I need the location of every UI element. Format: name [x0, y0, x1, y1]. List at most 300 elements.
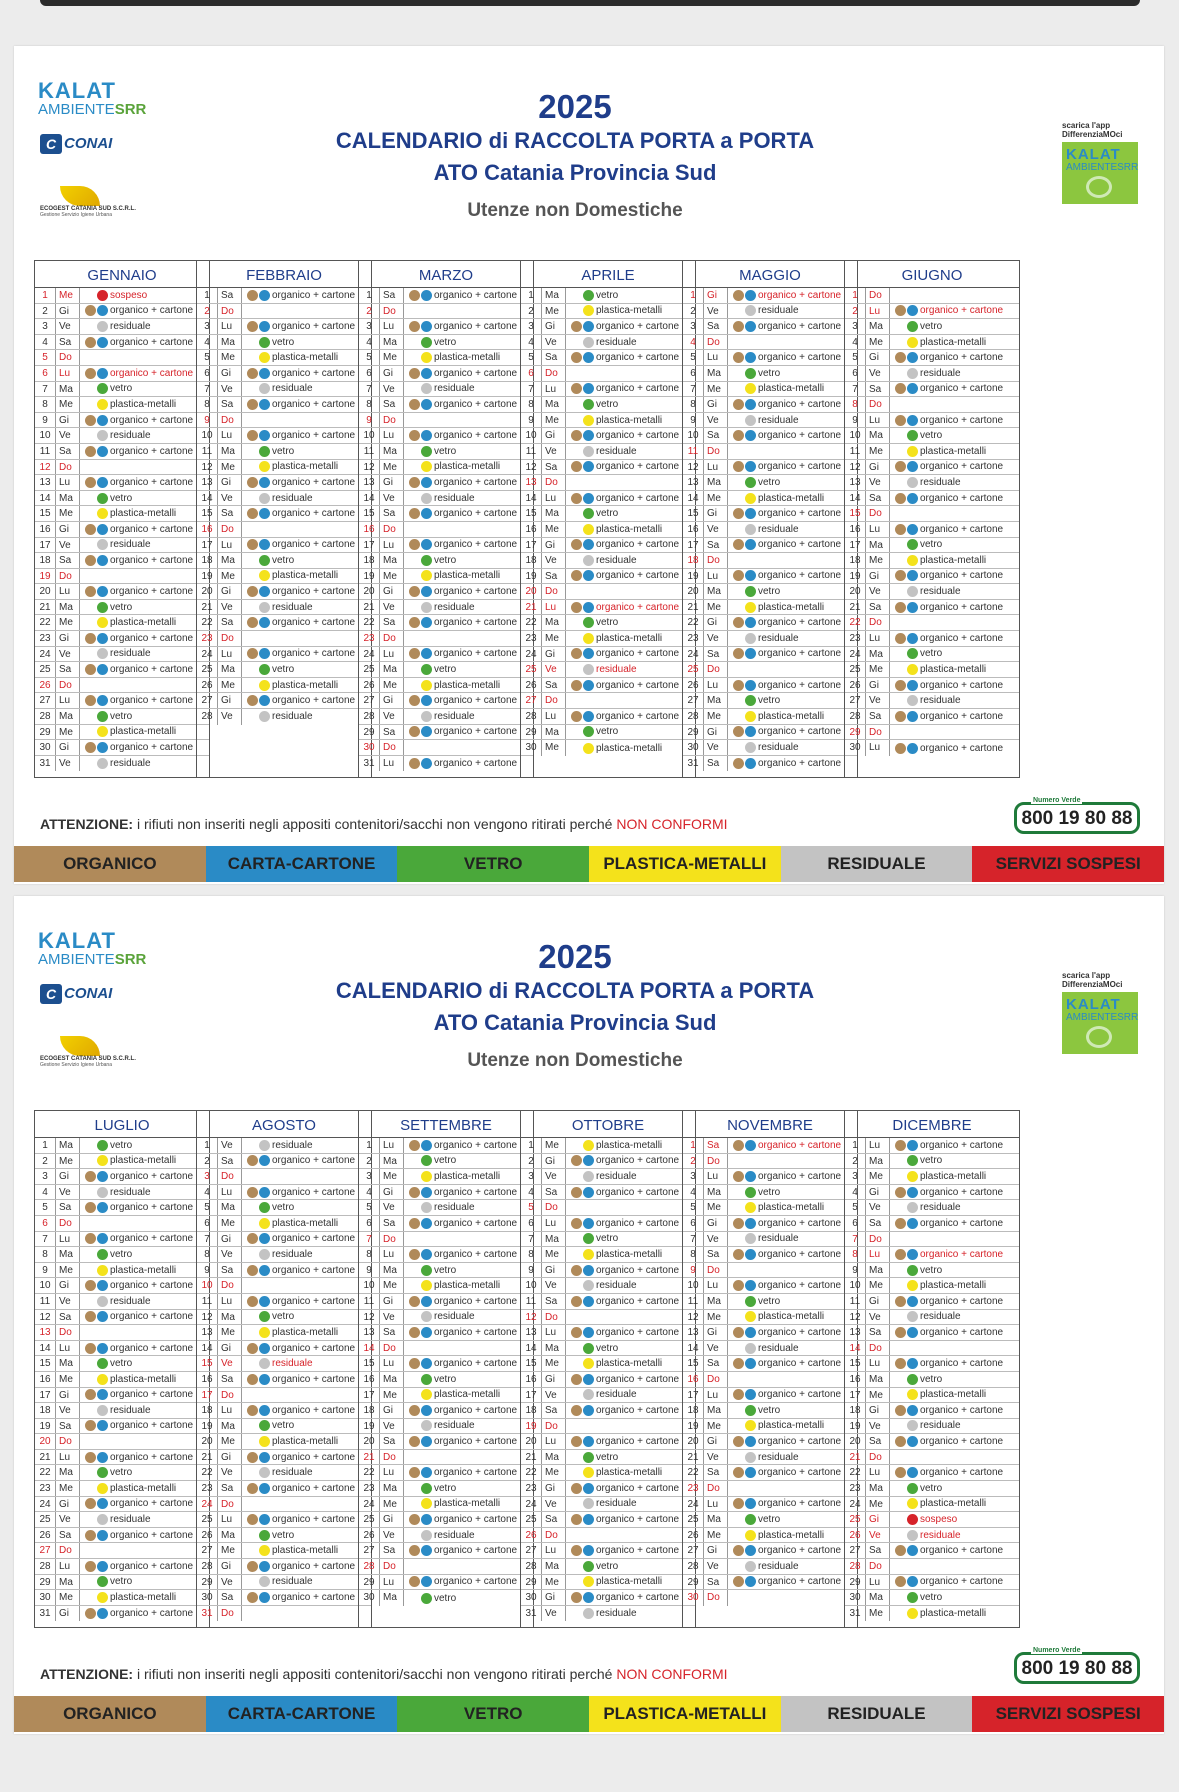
- org-dot-icon: [409, 726, 420, 737]
- page-title: CALENDARIO di RACCOLTA PORTA a PORTA: [335, 128, 815, 153]
- car-dot-icon: [583, 1187, 594, 1198]
- car-dot-icon: [745, 508, 756, 519]
- weekday: Do: [866, 288, 890, 303]
- collection-label: residuale: [110, 1186, 151, 1198]
- collection-label: vetro: [110, 383, 133, 395]
- day-number: 10: [845, 428, 866, 443]
- collection-label: organico + cartone: [758, 508, 842, 520]
- day-row: [197, 662, 371, 678]
- waste-type-icons: [566, 711, 594, 722]
- day-number: 28: [683, 709, 704, 724]
- day-row: [683, 1419, 857, 1435]
- day-row: [521, 615, 695, 631]
- day-number: 5: [521, 350, 542, 365]
- day-number: 30: [35, 1590, 56, 1605]
- app-download[interactable]: scarica l'app DifferenziaMOci KALAT AMBIENTESRR: [1062, 972, 1148, 1054]
- day-number: 14: [35, 1341, 56, 1356]
- collection-label: organico + cartone: [758, 1576, 842, 1588]
- org-dot-icon: [895, 1218, 906, 1229]
- waste-type-icons: [242, 1265, 270, 1276]
- day-number: 16: [521, 522, 542, 537]
- collection-label: plastica-metalli: [110, 1373, 177, 1385]
- collection-label: organico + cartone: [920, 1248, 1004, 1260]
- weekday: Ma: [866, 428, 890, 443]
- collection-label: organico + cartone: [758, 1139, 842, 1151]
- waste-type-icons: [566, 743, 594, 754]
- car-dot-icon: [745, 1358, 756, 1369]
- day-number: 1: [197, 1138, 218, 1153]
- collection-label: vetro: [434, 554, 457, 566]
- collection-label: residuale: [110, 1404, 151, 1416]
- waste-type-icons: [566, 1545, 594, 1556]
- waste-type-icons: [890, 1483, 918, 1494]
- day-number: 28: [683, 1559, 704, 1574]
- waste-type-icons: [404, 368, 432, 379]
- weekday: Me: [56, 397, 80, 412]
- waste-type-icons: [728, 1576, 756, 1587]
- pla-dot-icon: [745, 1420, 756, 1431]
- collection-label: organico + cartone: [272, 1373, 356, 1385]
- org-dot-icon: [85, 305, 96, 316]
- day-row: [845, 1216, 1019, 1232]
- car-dot-icon: [259, 321, 270, 332]
- toll-free-number[interactable]: Numero Verde 800 19 80 88: [1014, 802, 1140, 834]
- day-row: [683, 569, 857, 585]
- res-dot-icon: [745, 1561, 756, 1572]
- day-row: [35, 1216, 209, 1232]
- waste-type-icons: [728, 602, 756, 613]
- day-number: 11: [521, 444, 542, 459]
- collection-label: organico + cartone: [272, 476, 356, 488]
- day-number: 11: [197, 444, 218, 459]
- res-dot-icon: [259, 602, 270, 613]
- day-row: [359, 1294, 533, 1310]
- car-dot-icon: [907, 1218, 918, 1229]
- weekday: Lu: [866, 1138, 890, 1153]
- res-dot-icon: [583, 1498, 594, 1509]
- car-dot-icon: [745, 1467, 756, 1478]
- day-row: [359, 1512, 533, 1528]
- day-row: [359, 1263, 533, 1279]
- day-number: 21: [521, 1450, 542, 1465]
- collection-label: organico + cartone: [758, 1248, 842, 1260]
- org-dot-icon: [571, 602, 582, 613]
- org-dot-icon: [409, 1296, 420, 1307]
- org-dot-icon: [409, 539, 420, 550]
- collection-label: organico + cartone: [596, 1436, 680, 1448]
- weekday: Me: [56, 1372, 80, 1387]
- car-dot-icon: [259, 1374, 270, 1385]
- day-number: 26: [359, 678, 380, 693]
- day-row: [359, 1497, 533, 1513]
- day-number: 26: [683, 678, 704, 693]
- day-number: 18: [683, 553, 704, 568]
- day-row: [521, 1481, 695, 1497]
- collection-label: vetro: [434, 1264, 457, 1276]
- day-row: [197, 1388, 371, 1404]
- weekday: Me: [542, 1138, 566, 1153]
- waste-type-icons: [404, 493, 432, 504]
- collection-label: residuale: [272, 1358, 313, 1370]
- weekday: Ma: [542, 1232, 566, 1247]
- day-row: [683, 1200, 857, 1216]
- day-number: 9: [845, 1263, 866, 1278]
- waste-type-icons: [890, 493, 918, 504]
- collection-label: organico + cartone: [272, 320, 356, 332]
- weekday: Ma: [542, 725, 566, 740]
- day-row: [35, 475, 209, 491]
- org-dot-icon: [733, 508, 744, 519]
- waste-type-icons: [890, 1374, 918, 1385]
- res-dot-icon: [907, 477, 918, 488]
- day-number: 21: [197, 600, 218, 615]
- day-number: 31: [845, 1606, 866, 1622]
- weekday: Ma: [704, 1512, 728, 1527]
- day-number: 20: [35, 584, 56, 599]
- waste-type-icons: [566, 1358, 594, 1369]
- day-row: [197, 397, 371, 413]
- day-row: [521, 678, 695, 694]
- weekday: Sa: [704, 647, 728, 662]
- car-dot-icon: [421, 1187, 432, 1198]
- pla-dot-icon: [97, 1483, 108, 1494]
- waste-type-icons: [80, 742, 108, 753]
- collection-label: organico + cartone: [434, 476, 518, 488]
- waste-type-icons: [242, 1233, 270, 1244]
- weekday: Gi: [56, 1497, 80, 1512]
- weekday: Me: [704, 1528, 728, 1543]
- waste-type-icons: [404, 570, 432, 581]
- weekday: Do: [866, 1559, 890, 1574]
- weekday: Ve: [218, 1138, 242, 1153]
- waste-type-icons: [890, 1187, 918, 1198]
- collection-label: plastica-metalli: [920, 1608, 987, 1620]
- collection-label: residuale: [272, 1467, 313, 1479]
- day-row: [845, 444, 1019, 460]
- weekday: Sa: [704, 756, 728, 772]
- day-number: 15: [197, 1356, 218, 1371]
- month-name: GIUGNO: [845, 261, 1019, 288]
- day-number: 1: [359, 288, 380, 303]
- waste-type-icons: [890, 1280, 918, 1291]
- day-number: 14: [197, 491, 218, 506]
- pla-dot-icon: [421, 1280, 432, 1291]
- waste-type-icons: [80, 711, 108, 722]
- org-dot-icon: [409, 1218, 420, 1229]
- car-dot-icon: [583, 680, 594, 691]
- waste-type-icons: [728, 1218, 756, 1229]
- weekday: Gi: [56, 522, 80, 537]
- car-dot-icon: [421, 508, 432, 519]
- collection-label: organico + cartone: [434, 1248, 518, 1260]
- day-row: [35, 709, 209, 725]
- day-number: 2: [683, 304, 704, 319]
- day-number: 16: [197, 1372, 218, 1387]
- car-dot-icon: [421, 477, 432, 488]
- car-dot-icon: [583, 461, 594, 472]
- waste-type-icons: [890, 524, 918, 535]
- day-row: [35, 491, 209, 507]
- collection-label: plastica-metalli: [272, 352, 339, 364]
- weekday: Lu: [380, 1356, 404, 1371]
- waste-type-icons: [566, 1187, 594, 1198]
- day-number: 27: [359, 1543, 380, 1558]
- waste-type-icons: [404, 539, 432, 550]
- day-row: [683, 1528, 857, 1544]
- weekday: Ve: [866, 1419, 890, 1434]
- day-number: 12: [521, 460, 542, 475]
- day-number: 24: [359, 1497, 380, 1512]
- waste-type-icons: [80, 305, 108, 316]
- waste-type-icons: [242, 1405, 270, 1416]
- waste-type-icons: [80, 1405, 108, 1416]
- day-row: [683, 1372, 857, 1388]
- collection-label: residuale: [110, 430, 151, 442]
- org-dot-icon: [409, 477, 420, 488]
- day-number: 19: [845, 569, 866, 584]
- weekday: Ve: [56, 428, 80, 443]
- collection-label: residuale: [434, 383, 475, 395]
- day-row: [845, 522, 1019, 538]
- org-dot-icon: [733, 648, 744, 659]
- car-dot-icon: [421, 1296, 432, 1307]
- day-row: [359, 1372, 533, 1388]
- day-row: [683, 1465, 857, 1481]
- collection-label: residuale: [110, 1514, 151, 1526]
- pla-dot-icon: [97, 399, 108, 410]
- day-row: [521, 1356, 695, 1372]
- day-number: 10: [845, 1278, 866, 1293]
- weekday: Me: [866, 1388, 890, 1403]
- day-row: [35, 1388, 209, 1404]
- day-number: 14: [683, 491, 704, 506]
- collection-label: plastica-metalli: [272, 1436, 339, 1448]
- day-number: 21: [197, 1450, 218, 1465]
- month-calendar: [844, 1110, 1020, 1628]
- weekday: Do: [704, 662, 728, 677]
- vet-dot-icon: [583, 1452, 594, 1463]
- day-number: 21: [35, 600, 56, 615]
- weekday: Sa: [542, 569, 566, 584]
- day-number: 14: [197, 1341, 218, 1356]
- car-dot-icon: [421, 399, 432, 410]
- org-dot-icon: [733, 617, 744, 628]
- org-dot-icon: [733, 290, 744, 301]
- vet-dot-icon: [97, 383, 108, 394]
- weekday: Sa: [866, 1216, 890, 1231]
- pla-dot-icon: [583, 1467, 594, 1478]
- day-row: [521, 1434, 695, 1450]
- collection-label: organico + cartone: [920, 1358, 1004, 1370]
- day-row: [359, 1247, 533, 1263]
- waste-type-icons: [890, 695, 918, 706]
- day-number: 31: [359, 756, 380, 772]
- car-dot-icon: [259, 648, 270, 659]
- collection-label: vetro: [596, 1560, 619, 1572]
- day-number: 15: [359, 1356, 380, 1371]
- toll-free-number[interactable]: Numero Verde 800 19 80 88: [1014, 1652, 1140, 1684]
- day-number: 26: [683, 1528, 704, 1543]
- day-row: [521, 1325, 695, 1341]
- month-name: MAGGIO: [683, 261, 857, 288]
- weekday: Lu: [56, 1450, 80, 1465]
- weekday: Ve: [542, 335, 566, 350]
- day-row: [845, 1465, 1019, 1481]
- day-number: 24: [521, 1497, 542, 1512]
- day-number: 3: [35, 1169, 56, 1184]
- org-dot-icon: [571, 1265, 582, 1276]
- page-subtitle: ATO Catania Provincia Sud: [433, 160, 717, 185]
- day-number: 1: [845, 1138, 866, 1153]
- collection-label: residuale: [110, 320, 151, 332]
- car-dot-icon: [745, 461, 756, 472]
- waste-type-icons: [728, 539, 756, 550]
- weekday: Ve: [542, 1606, 566, 1622]
- waste-type-icons: [728, 711, 756, 722]
- waste-type-icons: [566, 1280, 594, 1291]
- day-number: 8: [35, 1247, 56, 1262]
- day-number: 23: [35, 1481, 56, 1496]
- weekday: Do: [218, 1388, 242, 1403]
- car-dot-icon: [421, 648, 432, 659]
- vet-dot-icon: [97, 493, 108, 504]
- day-row: [521, 1185, 695, 1201]
- collection-label: residuale: [758, 523, 799, 535]
- waste-type-icons: [242, 337, 270, 348]
- weekday: Sa: [218, 1590, 242, 1605]
- day-row: [359, 647, 533, 663]
- day-number: 30: [359, 740, 380, 755]
- day-number: 5: [197, 350, 218, 365]
- org-dot-icon: [247, 617, 258, 628]
- collection-label: organico + cartone: [434, 1217, 518, 1229]
- pla-dot-icon: [421, 680, 432, 691]
- org-dot-icon: [895, 1249, 906, 1260]
- day-number: 27: [359, 693, 380, 708]
- weekday: Me: [866, 1169, 890, 1184]
- day-number: 1: [683, 1138, 704, 1153]
- waste-type-icons: [566, 461, 594, 472]
- collection-label: plastica-metalli: [596, 305, 663, 317]
- collection-label: organico + cartone: [920, 1404, 1004, 1416]
- collection-label: organico + cartone: [596, 1155, 680, 1167]
- car-dot-icon: [259, 1514, 270, 1525]
- waste-type-icons: [890, 602, 918, 613]
- org-dot-icon: [409, 1358, 420, 1369]
- day-row: [197, 1154, 371, 1170]
- day-row: [359, 1559, 533, 1575]
- legend-item: ORGANICO: [14, 1696, 206, 1732]
- weekday: Sa: [542, 460, 566, 475]
- day-row: [683, 288, 857, 304]
- collection-label: organico + cartone: [434, 1436, 518, 1448]
- waste-type-icons: [80, 695, 108, 706]
- collection-label: plastica-metalli: [758, 383, 825, 395]
- day-row: [359, 584, 533, 600]
- waste-type-icons: [890, 305, 918, 316]
- day-row: [359, 382, 533, 398]
- day-number: 2: [845, 304, 866, 319]
- waste-type-icons: [566, 352, 594, 363]
- waste-type-icons: [728, 586, 756, 597]
- collection-label: organico + cartone: [272, 1404, 356, 1416]
- collection-label: plastica-metalli: [758, 710, 825, 722]
- day-row: [197, 1341, 371, 1357]
- org-dot-icon: [571, 711, 582, 722]
- waste-type-icons: [728, 305, 756, 316]
- waste-type-icons: [566, 1576, 594, 1587]
- day-number: 16: [845, 1372, 866, 1387]
- day-number: 4: [359, 1185, 380, 1200]
- day-number: 18: [845, 553, 866, 568]
- org-dot-icon: [571, 1592, 582, 1603]
- app-logo: KALAT AMBIENTESRR: [1062, 142, 1138, 204]
- collection-label: residuale: [434, 1420, 475, 1432]
- day-number: 6: [35, 366, 56, 381]
- org-dot-icon: [409, 1249, 420, 1260]
- car-dot-icon: [259, 617, 270, 628]
- day-row: [683, 756, 857, 772]
- day-row: [521, 1310, 695, 1326]
- waste-type-icons: [566, 555, 594, 566]
- day-row: [35, 1559, 209, 1575]
- day-number: 1: [845, 288, 866, 303]
- weekday: Do: [704, 553, 728, 568]
- day-row: [35, 553, 209, 569]
- weekday: Do: [866, 1450, 890, 1465]
- day-number: 22: [359, 1465, 380, 1480]
- collection-label: organico + cartone: [920, 1326, 1004, 1338]
- day-row: [683, 1341, 857, 1357]
- day-row: [845, 304, 1019, 320]
- waste-type-icons: [80, 1187, 108, 1198]
- collection-label: vetro: [110, 1248, 133, 1260]
- day-number: 7: [683, 1232, 704, 1247]
- day-row: [35, 1497, 209, 1513]
- day-row: [359, 460, 533, 476]
- collection-label: organico + cartone: [758, 1545, 842, 1557]
- day-row: [683, 678, 857, 694]
- day-number: 24: [35, 1497, 56, 1512]
- waste-type-icons: [404, 399, 432, 410]
- day-number: 6: [197, 1216, 218, 1231]
- day-number: 3: [35, 319, 56, 334]
- weekday: Me: [380, 1169, 404, 1184]
- res-dot-icon: [97, 758, 108, 769]
- collection-label: organico + cartone: [920, 523, 1004, 535]
- vet-dot-icon: [745, 1514, 756, 1525]
- day-number: 28: [521, 1559, 542, 1574]
- pla-dot-icon: [421, 1389, 432, 1400]
- org-dot-icon: [733, 430, 744, 441]
- res-dot-icon: [97, 321, 108, 332]
- waste-type-icons: [566, 383, 594, 394]
- app-download[interactable]: scarica l'app DifferenziaMOci KALAT AMBIENTESRR: [1062, 122, 1148, 204]
- weekday: Lu: [218, 1512, 242, 1527]
- legend-item: PLASTICA-METALLI: [589, 846, 781, 882]
- weekday: Ma: [380, 662, 404, 677]
- day-number: 29: [35, 1575, 56, 1590]
- day-number: 4: [521, 335, 542, 350]
- sos-dot-icon: [97, 290, 108, 301]
- waste-type-icons: [728, 1514, 756, 1525]
- weekday: Me: [218, 350, 242, 365]
- waste-type-icons: [80, 539, 108, 550]
- waste-type-icons: [404, 321, 432, 332]
- car-dot-icon: [745, 321, 756, 332]
- weekday: Lu: [380, 647, 404, 662]
- kalat-logo: KALAT AMBIENTESRR: [38, 928, 147, 968]
